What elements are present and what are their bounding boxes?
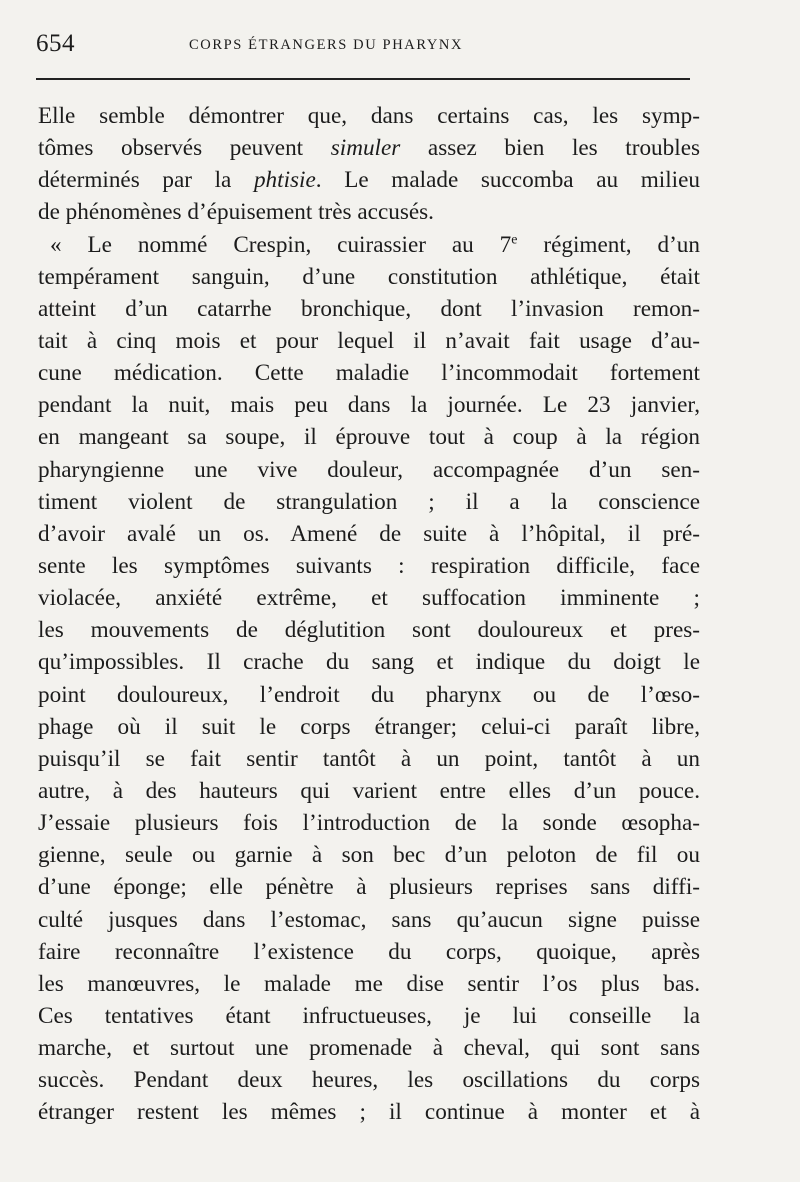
text-run: succès. Pendant deux heures, les oscillations du corps xyxy=(38,1067,700,1094)
text-run: étranger restent les mêmes ; il continue à monter et à xyxy=(38,1099,700,1126)
text-run: pharyngienne une vive douleur, accompagnée d’un sen- xyxy=(38,456,700,483)
page-header xyxy=(36,30,692,64)
text-line xyxy=(38,164,700,196)
text-run: d’une éponge; elle pénètre à plusieurs reprises sans diffi- xyxy=(38,874,700,901)
header-rule xyxy=(36,78,690,80)
text-line xyxy=(38,518,700,550)
running-title: CORPS ÉTRANGERS DU PHARYNX xyxy=(189,37,464,53)
text-run: tempérament sanguin, d’une constitution athlétique, était xyxy=(38,263,700,290)
text-run: assez bien les troubles xyxy=(400,135,701,162)
text-run: qu’impossibles. Il crache du sang et indique du doigt le xyxy=(38,649,700,676)
text-line xyxy=(38,775,700,807)
text-line xyxy=(38,1064,700,1096)
text-line xyxy=(38,1032,700,1064)
text-run: tômes observés peuvent xyxy=(38,135,331,162)
text-line xyxy=(38,454,700,486)
text-line xyxy=(38,711,700,743)
text-run: pendant la nuit, mais peu dans la journée. Le 23 janvier, xyxy=(38,392,700,419)
text-run: gienne, seule ou garnie à son bec d’un peloton de fil ou xyxy=(38,842,700,869)
text-line xyxy=(38,936,700,968)
text-line xyxy=(38,196,700,228)
superscript: e xyxy=(511,232,518,248)
text-run: déterminés par la xyxy=(38,167,254,194)
text-line xyxy=(38,582,700,614)
text-run: . Le malade succomba au milieu xyxy=(315,167,700,194)
text-line xyxy=(38,807,700,839)
text-line xyxy=(38,904,700,936)
text-run: tait à cinq mois et pour lequel il n’avait fait usage d’au- xyxy=(38,327,700,354)
text-line xyxy=(38,614,700,646)
text-line xyxy=(38,839,700,871)
text-run: les mouvements de déglutition sont douloureux et pres- xyxy=(38,617,700,644)
text-line xyxy=(38,646,700,678)
text-run: culté jusques dans l’estomac, sans qu’aucun signe puisse xyxy=(38,906,700,933)
text-run: en mangeant sa soupe, il éprouve tout à coup à la région xyxy=(38,424,700,451)
text-line xyxy=(38,421,700,453)
text-run: phage où il suit le corps étranger; celui-ci paraît libre, xyxy=(38,713,700,740)
text-run: cune médication. Cette maladie l’incommodait fortement xyxy=(38,360,700,387)
text-run: autre, à des hauteurs qui varient entre elles d’un pouce. xyxy=(38,777,700,804)
text-line xyxy=(38,389,700,421)
text-line xyxy=(38,132,700,164)
text-run: les manœuvres, le malade me dise sentir l’os plus bas. xyxy=(38,970,700,997)
text-line xyxy=(38,261,700,293)
text-run: puisqu’il se fait sentir tantôt à un point, tantôt à un xyxy=(38,745,700,772)
text-line xyxy=(38,293,700,325)
text-run: Elle semble démontrer que, dans certains cas, les symp- xyxy=(38,103,700,129)
text-line xyxy=(38,871,700,903)
text-run: « Le nommé Crespin, cuirassier au 7 xyxy=(50,231,512,258)
body-text xyxy=(38,100,700,1129)
text-line xyxy=(38,743,700,775)
text-run: Ces tentatives étant infructueuses, je lui conseille la xyxy=(38,1002,700,1029)
text-run: d’avoir avalé un os. Amené de suite à l’hôpital, il pré- xyxy=(38,520,700,547)
text-line xyxy=(38,357,700,389)
text-line xyxy=(38,968,700,1000)
text-run: marche, et surtout une promenade à cheval, qui sont sans xyxy=(38,1035,700,1062)
text-run: faire reconnaître l’existence du corps, quoique, après xyxy=(38,938,700,965)
text-run: sente les symptômes suivants : respiration difficile, face xyxy=(38,552,700,579)
text-run: J’essaie plusieurs fois l’introduction de la sonde œsopha- xyxy=(38,810,700,837)
text-line xyxy=(38,550,700,582)
text-run: timent violent de strangulation ; il a la conscience xyxy=(38,488,700,515)
italic-term: phtisie xyxy=(253,167,316,194)
text-line xyxy=(38,325,700,357)
text-line xyxy=(38,100,700,132)
text-line xyxy=(38,679,700,711)
italic-term: simuler xyxy=(330,135,401,162)
page-number: 654 xyxy=(36,30,75,57)
text-run: point douloureux, l’endroit du pharynx ou de l’œso- xyxy=(38,681,700,708)
text-run: de phénomènes d’épuisement très accusés. xyxy=(38,199,434,226)
text-line xyxy=(38,229,700,261)
text-run: violacée, anxiété extrême, et suffocation imminente ; xyxy=(38,585,700,612)
text-line xyxy=(38,1096,700,1128)
text-run: régiment, d’un xyxy=(517,231,700,258)
text-line xyxy=(38,1000,700,1032)
text-run: atteint d’un catarrhe bronchique, dont l’invasion remon- xyxy=(38,295,700,322)
text-line xyxy=(38,486,700,518)
